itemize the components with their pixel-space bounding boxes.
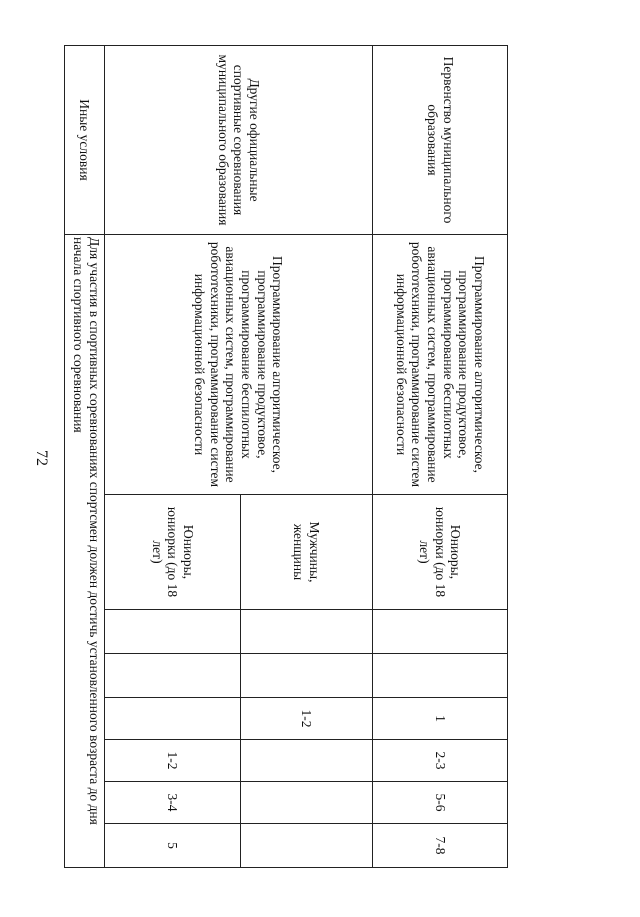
event-name: Другие официальные спортивные соревнования муниципального образования <box>105 46 373 235</box>
rank-cell: 1-2 <box>105 740 241 782</box>
age-group-cell: Мужчины, женщины <box>241 495 373 610</box>
rank-cell: 5-6 <box>373 782 508 824</box>
other-conditions-text: Для участия в спортивных соревнованиях спортсмен должен достичь установленного возраста до дня начала спортивного соревнования <box>65 235 105 868</box>
rank-cell <box>105 610 241 654</box>
event-name: Первенство муниципального образования <box>373 46 508 235</box>
rank-cell: 5 <box>105 824 241 868</box>
other-conditions-label: Иные условия <box>65 46 105 235</box>
rank-cell <box>373 610 508 654</box>
table-row <box>65 46 105 868</box>
rank-cell <box>105 654 241 698</box>
rank-cell: 1-2 <box>241 698 373 740</box>
rank-cell <box>241 610 373 654</box>
rank-cell <box>241 782 373 824</box>
rank-cell <box>241 824 373 868</box>
rank-cell: 7-8 <box>373 824 508 868</box>
rank-cell: 1 <box>373 698 508 740</box>
rank-cell <box>373 654 508 698</box>
rank-cell: 2-3 <box>373 740 508 782</box>
rotated-table-container <box>65 45 508 867</box>
rank-cell <box>105 698 241 740</box>
competition-table <box>64 45 508 868</box>
rank-cell <box>241 740 373 782</box>
rank-cell <box>241 654 373 698</box>
disciplines-cell: Программирование алгоритмическое, программирование продуктовое, программирование беспилотных авиационных систем, программирование робототехники, программирование систем информационной безопасности <box>105 235 373 495</box>
table-row <box>373 46 508 868</box>
age-group-cell: Юниоры, юниорки (до 18 лет) <box>105 495 241 610</box>
rank-cell: 3-4 <box>105 782 241 824</box>
age-group-cell: Юниоры, юниорки (до 18 лет) <box>373 495 508 610</box>
disciplines-cell: Программирование алгоритмическое, программирование продуктовое, программирование беспилотных авиационных систем, программирование робототехники, программирование систем информационной безопасности <box>373 235 508 495</box>
page-number: 72 <box>33 450 50 466</box>
table-row <box>241 46 373 868</box>
